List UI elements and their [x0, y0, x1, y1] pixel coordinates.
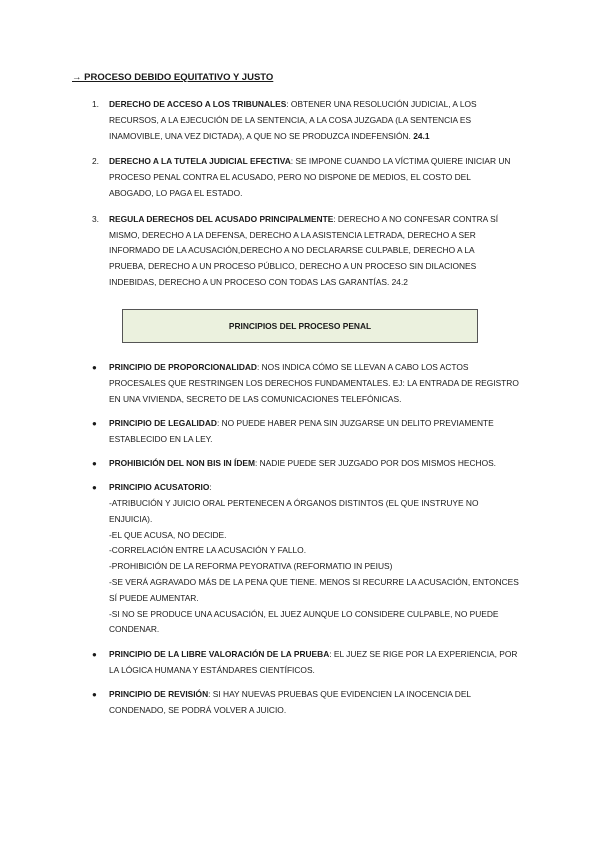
bullet-icon: ● [92, 689, 97, 699]
item-term: DERECHO A LA TUTELA JUDICIAL EFECTIVA [109, 156, 291, 167]
list-item [92, 687, 522, 719]
bullet-icon: ● [92, 649, 97, 659]
item-term: DERECHO DE ACCESO A LOS TRIBUNALES [109, 99, 287, 109]
section-title: → PROCESO DEBIDO EQUITATIVO Y JUSTO [72, 72, 274, 83]
item-text: : DERECHO A NO CONFESAR CONTRA SÍ MISMO, DERECHO A LA DEFENSA, DERECHO A LA ASISTENCIA LETRADA, DERECHO A SER INFORMADO DE LA ACUSACIÓN,DERECHO A NO DECLARARSE CULPABLE, DERECHO A LA PRUEBA, DERECHO A UN PROCESO PÚBLICO, DERECHO A UN PROCESO SIN DILACIONES INDEBIDAS, DERECHO A UN PROCESO CON TODAS LAS GARANTÍAS. 24.2 [109, 213, 499, 287]
item-text: : NO PUEDE HABER PENA SIN JUZGARSE UN DELITO PREVIAMENTE ESTABLECIDO EN LA LEY. [109, 417, 494, 444]
list-number: 2. [92, 156, 99, 167]
list-number: 1. [92, 99, 99, 109]
bullet-icon: ● [92, 458, 97, 468]
item-term: PRINCIPIO DE REVISIÓN [109, 688, 209, 699]
item-term: PROHIBICIÓN DEL NON BIS IN ÍDEM [109, 457, 255, 468]
list-item [92, 154, 512, 201]
list-item [92, 480, 522, 638]
sub-point: -SE VERÁ AGRAVADO MÁS DE LA PENA QUE TIENE. MENOS SI RECURRE LA ACUSACIÓN, ENTONCES SÍ PUEDE AUMENTAR. [109, 577, 519, 603]
item-term: PRINCIPIO DE PROPORCIONALIDAD [109, 362, 257, 372]
list-item [92, 456, 522, 472]
principles-heading-box [122, 309, 478, 343]
principles-list [92, 360, 522, 727]
list-number: 3. [92, 213, 99, 224]
list-item [92, 416, 522, 448]
item-text: : [209, 482, 212, 493]
principles-heading: PRINCIPIOS DEL PROCESO PENAL [228, 321, 372, 331]
item-term: REGULA DERECHOS DEL ACUSADO PRINCIPALMENTE [109, 213, 334, 224]
bullet-icon: ● [92, 483, 97, 493]
sub-point: -PROHIBICIÓN DE LA REFORMA PEYORATIVA (REFORMATIO IN PEIUS) [109, 561, 393, 572]
sub-point: -SI NO SE PRODUCE UNA ACUSACIÓN, EL JUEZ AUNQUE LO CONSIDERE CULPABLE, NO PUEDE CONDENAR. [109, 608, 499, 635]
sub-point: -EL QUE ACUSA, NO DECIDE. [109, 529, 227, 540]
item-text: : NADIE PUEDE SER JUZGADO POR DOS MISMOS HECHOS. [254, 457, 497, 468]
item-text: : SI HAY NUEVAS PRUEBAS QUE EVIDENCIEN LA INOCENCIA DEL CONDENADO, SE PODRÁ VOLVER A JUICIO. [109, 688, 471, 715]
item-text: : NOS INDICA CÓMO SE LLEVAN A CABO LOS ACTOS PROCESALES QUE RESTRINGEN LOS DERECHOS FUNDAMENTALES. EJ: LA ENTRADA DE REGISTRO EN UNA VIVIENDA, SECRETO DE LAS COMUNICACIONES TELEFÓNICAS. [109, 362, 519, 404]
list-item [92, 360, 522, 407]
item-term: PRINCIPIO DE LEGALIDAD [109, 417, 217, 428]
item-term: PRINCIPIO DE LA LIBRE VALORACIÓN DE LA PRUEBA [109, 648, 330, 659]
sub-point: -ATRIBUCIÓN Y JUICIO ORAL PERTENECEN A ÓRGANOS DISTINTOS (EL QUE INSTRUYE NO ENJUICIA). [109, 498, 479, 524]
item-text: : EL JUEZ SE RIGE POR LA EXPERIENCIA, POR LA LÓGICA HUMANA Y ESTÁNDARES CIENTÍFICOS. [109, 648, 518, 675]
numbered-list [92, 97, 512, 301]
sub-point: -CORRELACIÓN ENTRE LA ACUSACIÓN Y FALLO. [109, 545, 307, 556]
bullet-icon: ● [92, 363, 97, 372]
item-reference: 24.1 [410, 130, 430, 141]
item-term: PRINCIPIO ACUSATORIO [109, 482, 210, 493]
list-item [92, 647, 522, 679]
list-item [92, 97, 512, 144]
list-item [92, 212, 512, 291]
item-text: : OBTENER UNA RESOLUCIÓN JUDICIAL, A LOS RECURSOS, A LA EJECUCIÓN DE LA SENTENCIA, A LA COSA JUZGADA (LA SENTENCIA ES INAMOVIBLE, UNA VEZ DICTADA), A QUE NO SE PRODUZCA INDEFENSIÓN. [109, 99, 477, 141]
bullet-icon: ● [92, 418, 97, 428]
item-text: : SE IMPONE CUANDO LA VÍCTIMA QUIERE INICIAR UN PROCESO PENAL CONTRA EL ACUSADO, PERO NO DISPONE DE MEDIOS, EL COSTO DEL ABOGADO, LO PAGA EL ESTADO. [109, 156, 511, 198]
